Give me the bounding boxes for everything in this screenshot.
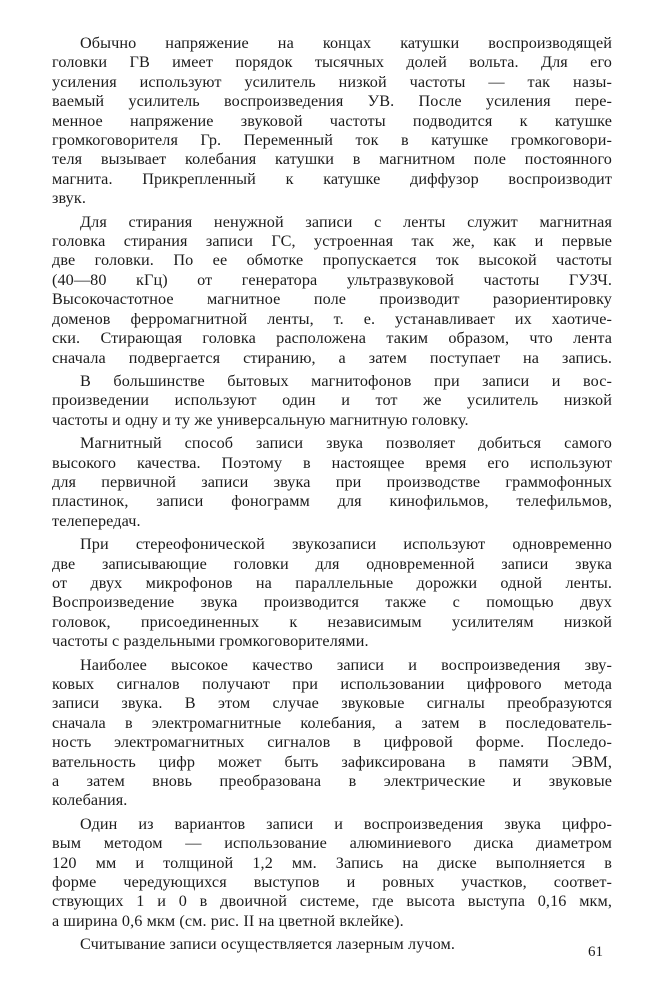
text-line: звук. bbox=[52, 189, 86, 208]
text-line: записи звука. В этом случае звуковые сигналы преобразуются bbox=[52, 694, 612, 713]
text-line: Обычно напряжение на концах катушки воспроизводящей bbox=[80, 34, 612, 52]
paragraph-8 bbox=[52, 935, 612, 954]
text-line: Считывание записи осуществляется лазерным лучом. bbox=[80, 935, 456, 954]
text-line: форме чередующихся выступов и ровных участков, соответ- bbox=[52, 873, 612, 892]
text-line: (40—80 кГц) от генератора ультразвуковой частоты ГУЗЧ. bbox=[52, 270, 612, 289]
text-line: сначала подвергается стиранию, а затем поступает на запись. bbox=[52, 348, 612, 367]
paragraph-5 bbox=[52, 535, 612, 651]
text-line: сначала в электромагнитные колебания, а затем в последователь- bbox=[52, 713, 612, 732]
text-line: ски. Стирающая головка расположена таким образом, что лента bbox=[52, 329, 612, 348]
text-line: а ширина 0,6 мкм (см. рис. II на цветной вклейке). bbox=[52, 911, 404, 930]
text-line: высокого качества. Поэтому в настоящее время его используют bbox=[52, 453, 612, 472]
text-line: произведении используют один и тот же усилитель низкой bbox=[52, 391, 612, 410]
paragraph-2 bbox=[52, 213, 612, 368]
text-line: ность электромагнитных сигналов в цифровой форме. Последо- bbox=[52, 733, 612, 752]
text-line: частоты и одну и ту же универсальную магнитную головку. bbox=[52, 410, 469, 429]
text-line: колебания. bbox=[52, 791, 128, 810]
text-line: от двух микрофонов на параллельные дорожки одной ленты. bbox=[52, 573, 612, 592]
text-line: магнита. Прикрепленный к катушке диффузор воспроизводит bbox=[52, 169, 612, 188]
text-line: две записывающие головки для одновременной записи звука bbox=[52, 554, 612, 573]
text-line: вательность цифр может быть зафиксирована в памяти ЭВМ, bbox=[52, 752, 612, 771]
text-line: для первичной записи звука при производстве граммофонных bbox=[52, 472, 612, 491]
text-line: Один из вариантов записи и воспроизведения звука цифро- bbox=[80, 814, 612, 833]
paragraph-4 bbox=[52, 434, 612, 531]
text-line: При стереофонической звукозаписи используют одновременно bbox=[80, 535, 612, 554]
text-line: Для стирания ненужной записи с ленты служит магнитная bbox=[80, 212, 612, 231]
paragraph-6 bbox=[52, 656, 612, 811]
text-line: доменов ферромагнитной ленты, т. е. устанавливает их хаотиче- bbox=[52, 309, 612, 328]
text-line: вым методом — использование алюминиевого диска диаметром bbox=[52, 834, 612, 853]
page-body bbox=[52, 34, 612, 955]
text-line: телепередач. bbox=[52, 511, 141, 530]
paragraph-1 bbox=[52, 34, 612, 209]
text-line: головок, присоединенных к независимым усилителям низкой bbox=[52, 612, 612, 631]
text-line: головка стирания записи ГС, устроенная так же, как и первые bbox=[52, 232, 612, 251]
text-line: ствующих 1 и 0 в двоичной системе, где высота выступа 0,16 мкм, bbox=[52, 892, 612, 911]
text-line: частоты с раздельными громкоговорителями. bbox=[52, 632, 369, 651]
text-line: головки ГВ имеет порядок тысячных долей вольта. Для его bbox=[52, 53, 612, 72]
text-line: менное напряжение звуковой частоты подводится к катушке bbox=[52, 111, 612, 130]
text-line: громкоговорителя Гр. Переменный ток в катушке громкоговори- bbox=[52, 131, 612, 150]
text-line: ваемый усилитель воспроизведения УВ. После усиления пере- bbox=[52, 92, 612, 111]
text-line: пластинок, записи фонограмм для кинофильмов, телефильмов, bbox=[52, 492, 612, 511]
text-line: Высокочастотное магнитное поле производит разориентировку bbox=[52, 290, 612, 309]
text-line: ковых сигналов получают при использовании цифрового метода bbox=[52, 675, 612, 693]
text-line: теля вызывает колебания катушки в магнитном поле постоянного bbox=[52, 150, 612, 169]
paragraph-7 bbox=[52, 815, 612, 931]
text-line: две головки. По ее обмотке пропускается ток высокой частоты bbox=[52, 251, 612, 270]
text-line: а затем вновь преобразована в электрические и звуковые bbox=[52, 772, 612, 791]
paragraph-3 bbox=[52, 372, 612, 430]
text-line: усиления используют усилитель низкой частоты — так назы- bbox=[52, 72, 612, 91]
text-line: В большинстве бытовых магнитофонов при записи и вос- bbox=[80, 371, 612, 390]
text-line: Магнитный способ записи звука позволяет добиться самого bbox=[80, 434, 612, 453]
text-line: 120 мм и толщиной 1,2 мм. Запись на диске выполняется в bbox=[52, 853, 612, 872]
text-line: Наиболее высокое качество записи и воспроизведения зву- bbox=[80, 655, 612, 674]
page-number: 61 bbox=[588, 944, 603, 960]
text-line: Воспроизведение звука производится также с помощью двух bbox=[52, 593, 612, 612]
